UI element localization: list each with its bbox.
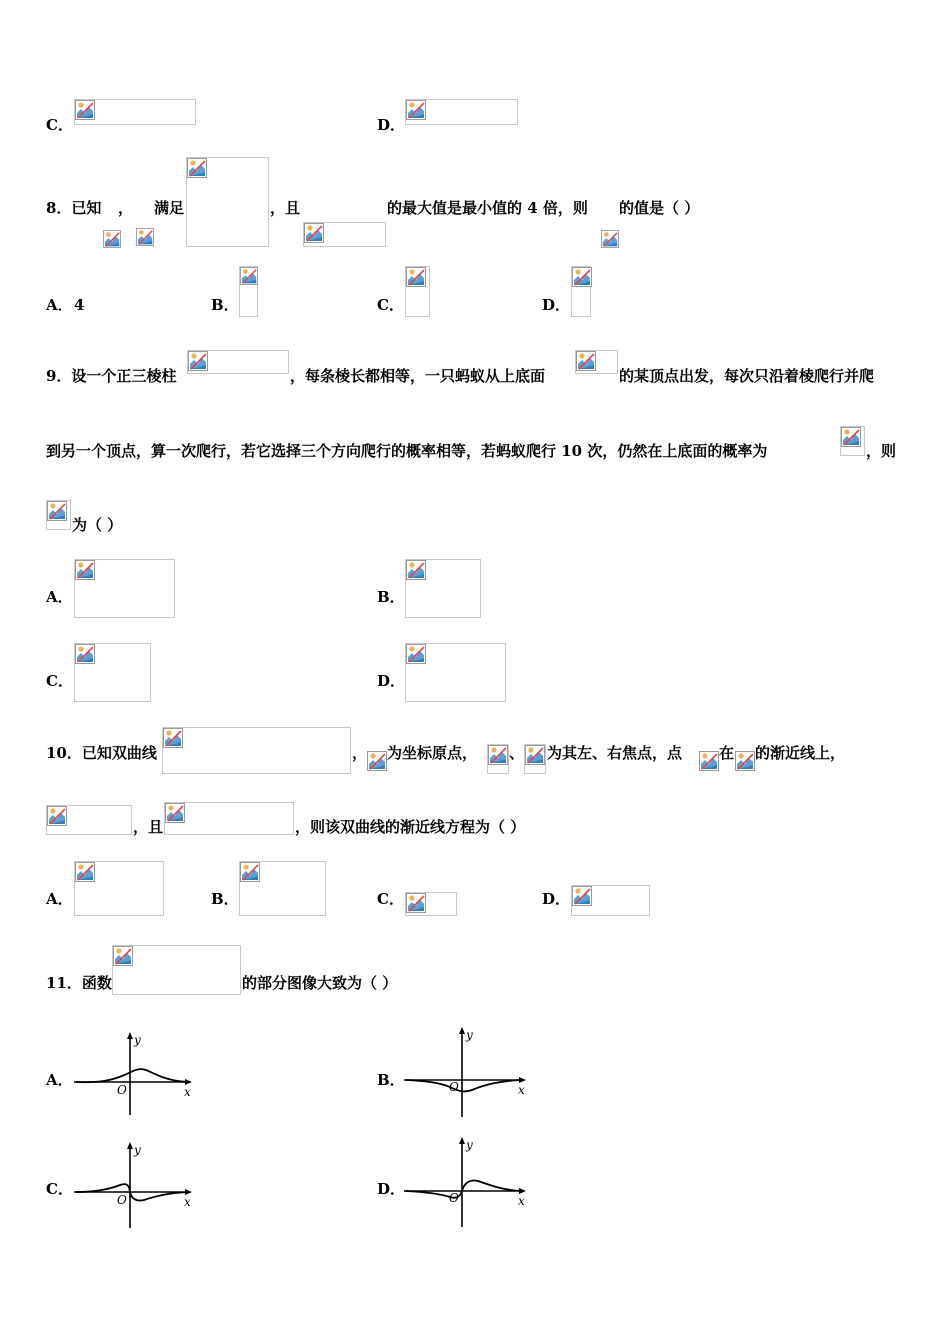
question-text: 的值是（ ） [619, 199, 700, 217]
option-label-b: B． [377, 588, 405, 606]
broken-image-icon [75, 100, 95, 120]
broken-image-icon [165, 803, 185, 823]
formula-image [571, 266, 591, 317]
formula-image [571, 885, 650, 916]
formula-image [840, 426, 865, 456]
broken-image-icon [406, 267, 426, 287]
broken-image-icon [75, 862, 95, 882]
formula-image [74, 861, 164, 916]
broken-image-icon [572, 886, 592, 906]
question-text: ，则 [866, 442, 897, 460]
option-label-c: C． [377, 890, 404, 908]
formula-image [74, 99, 196, 125]
question-text: 为（ ） [72, 516, 123, 534]
y-axis-arrow [459, 1027, 465, 1034]
y-axis-label: y [466, 1138, 473, 1152]
broken-image-icon [601, 230, 619, 248]
question-text: 9．设一个正三棱柱 [46, 367, 177, 385]
broken-image-icon [240, 267, 258, 285]
question-text: 在 [719, 744, 735, 762]
question-text: ， [118, 199, 134, 217]
question-text: ，且 [133, 818, 164, 836]
origin-label: O [449, 1080, 459, 1094]
broken-image-icon [406, 100, 426, 120]
x-axis-label: x [518, 1194, 525, 1208]
formula-image [74, 559, 175, 618]
function-curve [406, 1180, 522, 1197]
x-axis-label: x [184, 1195, 191, 1209]
function-graph-a [70, 1030, 200, 1120]
formula-image [239, 266, 258, 317]
broken-image-icon [488, 745, 508, 765]
option-value-a: 4 [74, 296, 85, 314]
broken-image-icon [47, 806, 67, 826]
question-text: 10．已知双曲线 [46, 744, 157, 762]
question-text: 的最大值是最小值的 4 倍，则 [387, 199, 588, 217]
origin-label: O [449, 1191, 459, 1205]
option-label-d: D． [542, 296, 571, 314]
option-label-a: A． [46, 890, 73, 908]
question-text: 、 [509, 744, 525, 762]
function-curve [406, 1080, 522, 1091]
question-text: 的渐近线上， [755, 744, 846, 762]
formula-image [112, 945, 241, 995]
function-graph-d [400, 1135, 535, 1230]
formula-image [405, 892, 457, 916]
y-axis-arrow [459, 1137, 465, 1144]
broken-image-icon [406, 560, 426, 580]
question-text: 11．函数 [46, 974, 112, 992]
question-text: 满足 [154, 199, 185, 217]
broken-image-icon [576, 351, 596, 371]
broken-image-icon [240, 862, 260, 882]
option-label-b: B． [211, 890, 239, 908]
question-text: 8．已知 [46, 199, 102, 217]
formula-image [575, 350, 618, 374]
formula-image [74, 643, 151, 702]
broken-image-icon [406, 893, 426, 913]
question-text: 为坐标原点， [387, 744, 478, 762]
y-axis-label: y [466, 1028, 473, 1042]
broken-image-icon [406, 644, 426, 664]
y-axis-arrow [127, 1142, 133, 1149]
option-label-b: B． [377, 1071, 405, 1089]
broken-image-icon [47, 501, 67, 521]
formula-image [46, 500, 71, 530]
broken-image-icon [304, 223, 324, 243]
broken-image-icon [572, 267, 592, 287]
broken-image-icon [699, 751, 719, 771]
broken-image-icon [525, 745, 545, 765]
function-graph-b [400, 1025, 535, 1120]
x-axis-label: x [184, 1085, 191, 1099]
broken-image-icon [75, 644, 95, 664]
function-graph-c [70, 1140, 200, 1230]
origin-label: O [117, 1083, 127, 1097]
option-label-a: A． [46, 1071, 73, 1089]
formula-image [239, 861, 326, 916]
y-axis-arrow [127, 1032, 133, 1039]
question-text: 的某顶点出发，每次只沿着棱爬行并爬 [619, 367, 875, 385]
option-label-c: C． [46, 116, 73, 134]
option-label-d: D． [377, 1180, 406, 1198]
formula-image [405, 559, 481, 618]
option-label-d: D． [377, 116, 406, 134]
formula-image [187, 350, 289, 374]
formula-image [405, 643, 506, 702]
broken-image-icon [187, 158, 207, 178]
formula-image [162, 727, 351, 774]
formula-image [186, 157, 269, 247]
x-axis-label: x [518, 1083, 525, 1097]
formula-image [164, 802, 294, 835]
question-text: ， [352, 744, 368, 762]
question-text: ，则该双曲线的渐近线方程为（ ） [295, 818, 526, 836]
formula-image [524, 744, 546, 774]
y-axis-label: y [134, 1033, 141, 1047]
broken-image-icon [113, 946, 133, 966]
option-label-d: D． [377, 672, 406, 690]
formula-image [487, 744, 509, 774]
function-curve [76, 1069, 188, 1082]
broken-image-icon [188, 351, 208, 371]
broken-image-icon [103, 230, 121, 248]
broken-image-icon [163, 728, 183, 748]
option-label-a: A． [46, 588, 73, 606]
option-label-c: C． [46, 672, 73, 690]
option-label-c: C． [46, 1180, 73, 1198]
option-label-d: D． [542, 890, 571, 908]
broken-image-icon [735, 751, 755, 771]
broken-image-icon [367, 751, 387, 771]
formula-image [405, 266, 430, 317]
broken-image-icon [75, 560, 95, 580]
question-text: ，每条棱长都相等，一只蚂蚁从上底面 [290, 367, 546, 385]
option-label-a: A． [46, 296, 73, 314]
question-text: 为其左、右焦点，点 [547, 744, 683, 762]
question-text: 的部分图像大致为（ ） [242, 974, 398, 992]
broken-image-icon [841, 427, 861, 447]
question-text: ，且 [270, 199, 301, 217]
option-label-b: B． [211, 296, 239, 314]
y-axis-label: y [134, 1143, 141, 1157]
formula-image [46, 805, 132, 835]
origin-label: O [117, 1193, 127, 1207]
formula-image [405, 99, 518, 125]
question-text: 到另一个顶点，算一次爬行，若它选择三个方向爬行的概率相等，若蚂蚁爬行 10 次，仍然在上底面的概率为 [46, 442, 768, 460]
broken-image-icon [136, 228, 154, 246]
formula-image [303, 222, 386, 247]
option-label-c: C． [377, 296, 404, 314]
